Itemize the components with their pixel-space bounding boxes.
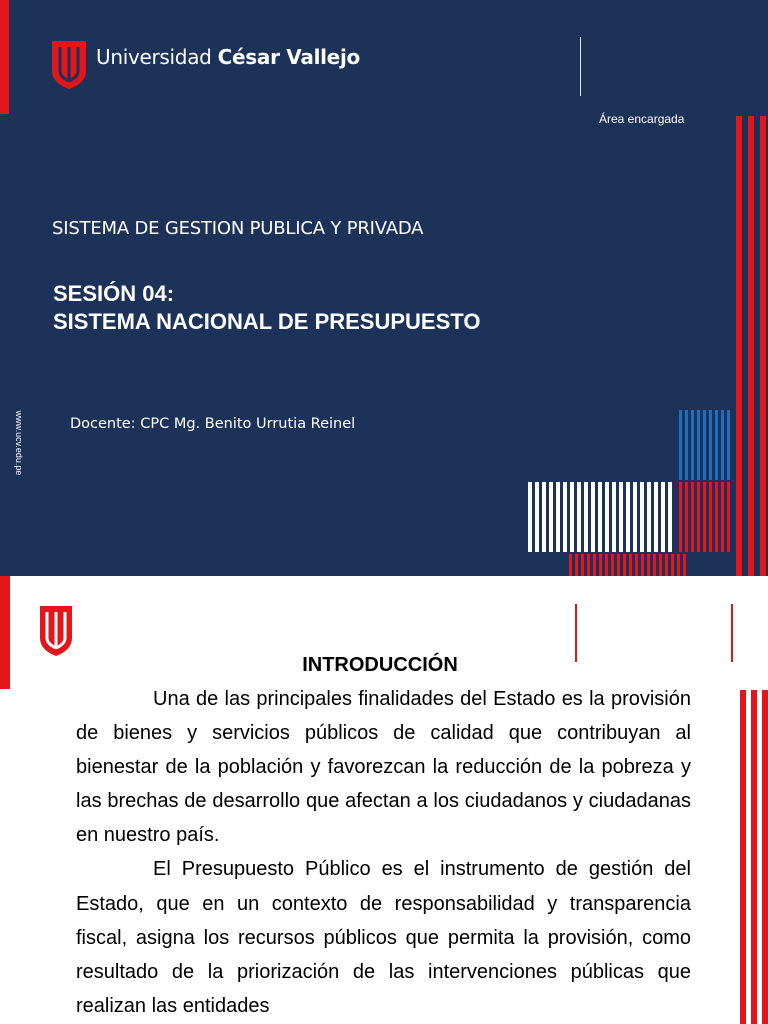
section-title: INTRODUCCIÓN xyxy=(302,654,458,676)
introduction-body xyxy=(76,682,691,1023)
teacher-name: Docente: CPC Mg. Benito Urrutia Reinel xyxy=(70,416,356,432)
introduction-slide xyxy=(0,576,768,1024)
area-label: Área encargada xyxy=(599,112,685,126)
course-title: SISTEMA DE GESTION PUBLICA Y PRIVADA xyxy=(52,218,424,239)
paragraph: El Presupuesto Público es el instrumento de gestión del Estado, que en un contexto de responsabilidad y transparencia fiscal, asigna los recursos públicos que permita la provisión, como resultado de la priorización de las intervenciones públicas que realizan las entidades xyxy=(76,858,691,1017)
paragraph: Una de las principales finalidades del Estado es la provisión de bienes y servicios públicos de calidad que contribuyan al bienestar de la población y favorezcan la reducción de la pobreza y las brechas de desarrollo que afectan a los ciudadanos y ciudadanas en nuestro país. xyxy=(76,688,691,847)
university-brand-name: Universidad César Vallejo xyxy=(96,45,360,69)
website-url: www.ucv.edu.pe xyxy=(14,410,24,476)
session-topic: SISTEMA NACIONAL DE PRESUPUESTO xyxy=(53,309,481,334)
session-number: SESIÓN 04: xyxy=(53,281,175,306)
